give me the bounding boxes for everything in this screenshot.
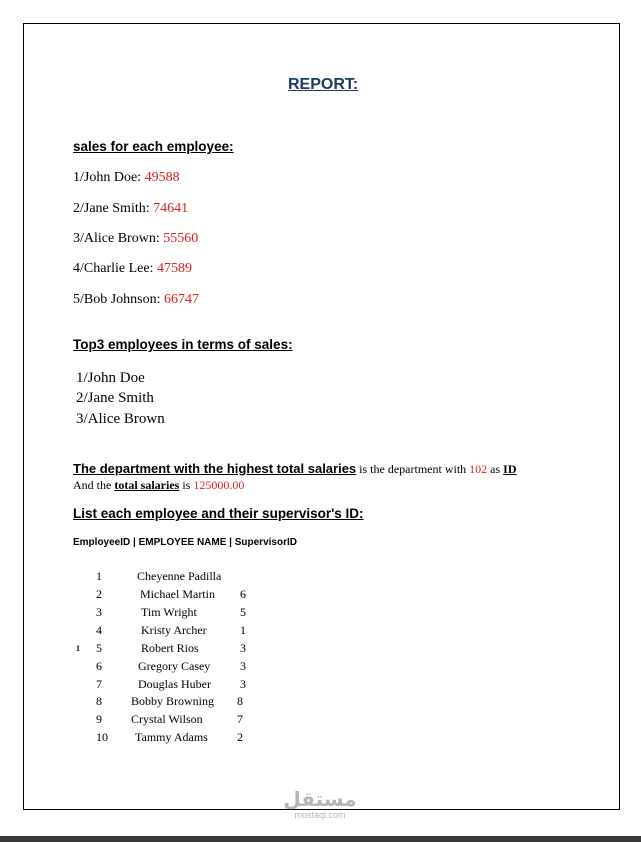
employee-id: 7 (96, 677, 102, 691)
employee-id: 6 (96, 659, 102, 673)
total-salaries-label: total salaries (114, 478, 180, 492)
employee-name: 2/Jane Smith: (73, 201, 154, 216)
department-id-value: 102 (469, 462, 488, 476)
supervisor-id: 3 (240, 677, 246, 691)
sales-value: 66747 (164, 292, 200, 307)
sales-line-1 (73, 170, 180, 186)
employee-id: 2 (96, 587, 102, 601)
employee-name: 3/Alice Brown: (73, 231, 164, 246)
employee-id: 8 (96, 694, 102, 708)
sales-value: 55560 (163, 231, 199, 246)
employee-name: Douglas Huber (138, 677, 211, 691)
top3-item-3: 3/Alice Brown (76, 411, 165, 427)
supervisor-id: 7 (237, 712, 243, 726)
employee-name: Bobby Browning (131, 694, 215, 708)
supervisor-id: 5 (240, 605, 246, 619)
row-marker: 1 (76, 644, 80, 653)
supervisor-id: 2 (237, 730, 243, 744)
employee-name: Michael Martin (140, 587, 215, 601)
employee-name: Robert Rios (141, 641, 199, 655)
employee-name: 1/John Doe: (73, 170, 145, 185)
watermark-arabic: مستقل (283, 787, 357, 811)
watermark-latin: mostaql.com (294, 810, 346, 820)
id-word: ID (503, 462, 517, 476)
employee-name: Cheyenne Padilla (137, 569, 222, 583)
department-text: is the department with (356, 462, 470, 476)
employee-name: Tammy Adams (135, 730, 208, 744)
sales-line-2 (73, 201, 188, 217)
supervisor-heading: List each employee and their supervisor's ID: (73, 506, 364, 521)
supervisor-id: 8 (237, 694, 243, 708)
supervisor-id: 6 (240, 587, 246, 601)
employee-name: Tim Wright (141, 605, 197, 619)
columns-header: EmployeeID | EMPLOYEE NAME | SupervisorID (73, 537, 297, 548)
employee-id: 3 (96, 605, 102, 619)
total-salaries-line (73, 478, 244, 493)
sales-line-4 (73, 261, 192, 277)
sales-line-3 (73, 231, 198, 247)
sales-value: 49588 (144, 170, 180, 185)
sales-heading: sales for each employee: (73, 139, 234, 154)
supervisor-id: 1 (240, 623, 246, 637)
employee-id: 10 (96, 730, 108, 744)
employee-id: 1 (96, 569, 102, 583)
top3-item-1: 1/John Doe (76, 370, 145, 386)
employee-name: 5/Bob Johnson: (73, 292, 165, 307)
total-text: And the (73, 478, 115, 492)
department-line (73, 460, 517, 478)
employee-id: 5 (96, 641, 102, 655)
report-title: REPORT: (288, 76, 359, 93)
sales-value: 47589 (156, 261, 192, 276)
mostaql-watermark (280, 788, 360, 820)
employee-name: Gregory Casey (138, 659, 211, 673)
sales-value: 74641 (153, 201, 189, 216)
sales-line-5 (73, 292, 199, 308)
employee-id: 9 (96, 712, 102, 726)
supervisor-id: 3 (240, 641, 246, 655)
top3-item-2: 2/Jane Smith (76, 390, 154, 406)
employee-name: Crystal Wilson (131, 712, 203, 726)
department-heading: The department with the highest total salaries (73, 461, 357, 476)
bottom-bar (0, 836, 641, 842)
total-text: is (179, 478, 194, 492)
department-text: as (487, 462, 504, 476)
employee-id: 4 (96, 623, 102, 637)
employee-name: 4/Charlie Lee: (73, 261, 157, 276)
employee-name: Kristy Archer (141, 623, 207, 637)
supervisor-id: 3 (240, 659, 246, 673)
total-salaries-value: 125000.00 (193, 478, 245, 492)
top3-heading: Top3 employees in terms of sales: (73, 337, 293, 352)
